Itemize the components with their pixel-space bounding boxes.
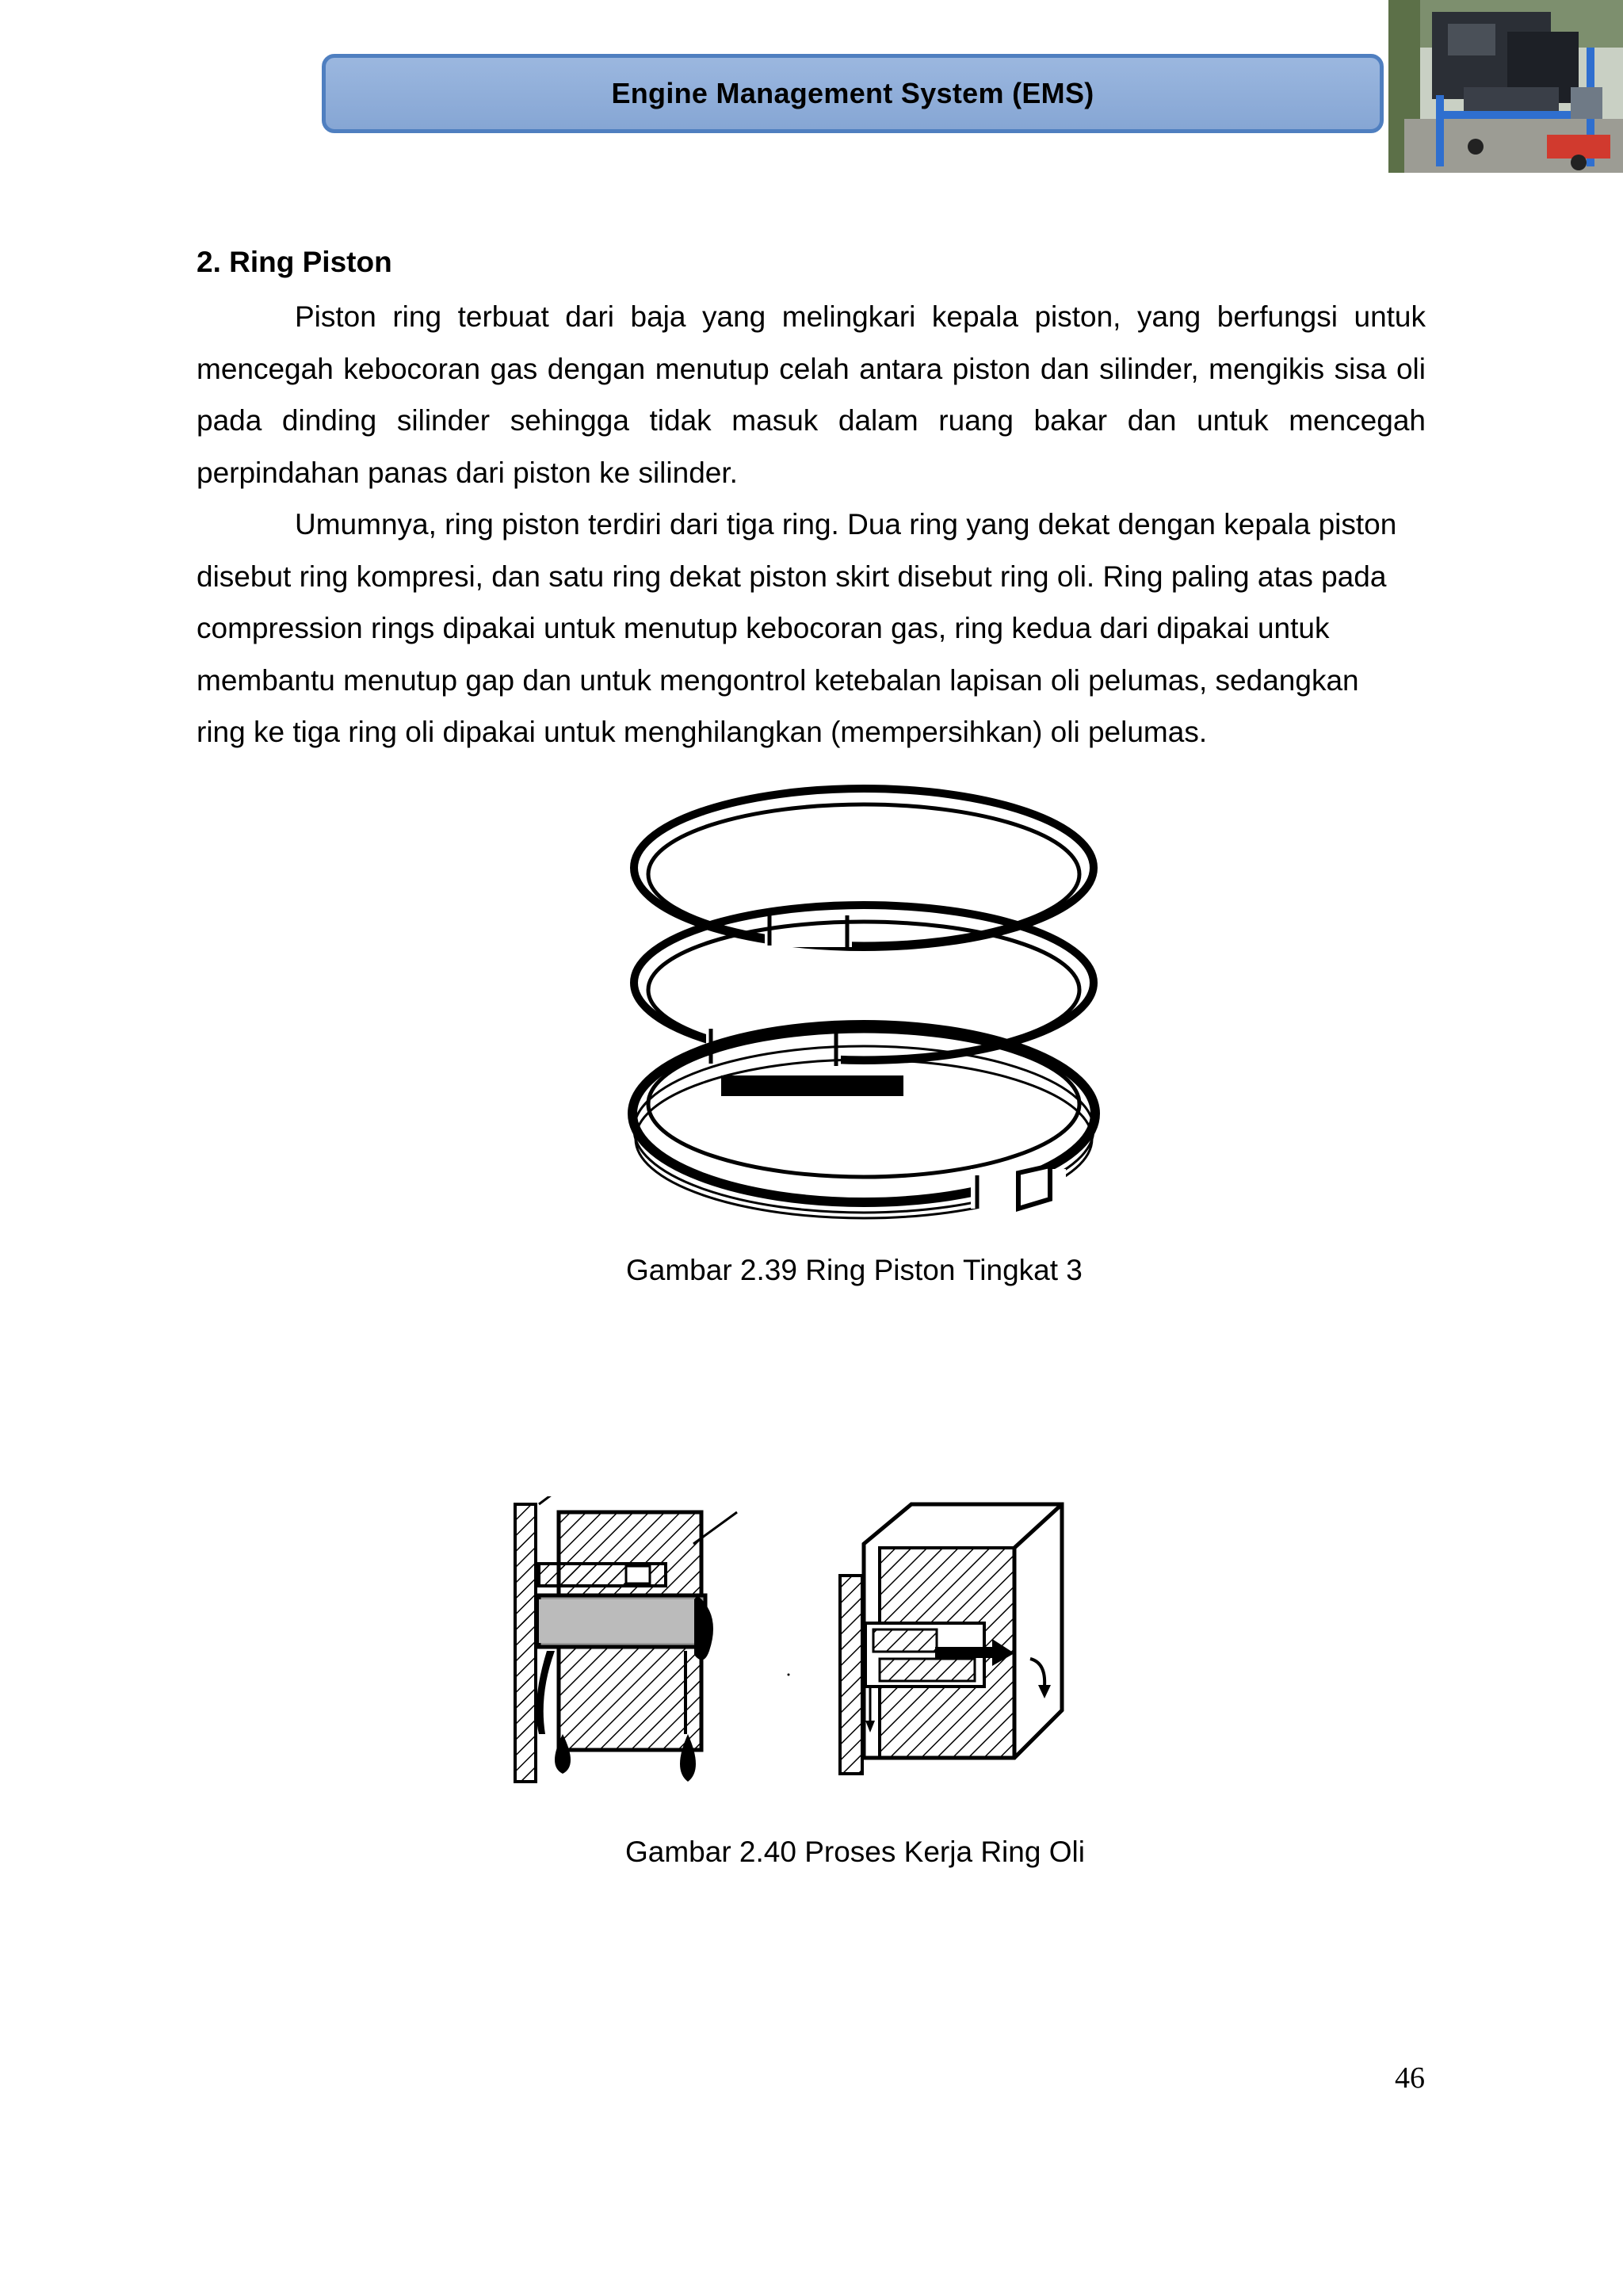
section-heading: 2. Ring Piston (197, 246, 392, 278)
paragraph-1-text: Piston ring terbuat dari baja yang melingkari kepala piston, yang berfungsi untuk mencegah kebocoran gas dengan menutup celah antara piston dan silinder, mengikis sisa oli pada dinding silinder sehingga tidak masuk dalam ruang bakar dan untuk mencegah perpindahan panas dari piston ke silinder. (197, 300, 1426, 489)
paragraph-2-line: ring ke tiga ring oli dipakai untuk menghilangkan (mempersihkan) oli pelumas. (197, 716, 1208, 748)
header-banner (322, 54, 1384, 133)
page-number: 46 (1395, 2061, 1425, 2095)
paragraph-2-line: membantu menutup gap dan untuk mengontrol ketebalan lapisan oli pelumas, sedangkan (197, 663, 1359, 697)
engine-trainer-photo (1388, 0, 1623, 173)
oil-ring-process-illustration (507, 1496, 1078, 1790)
paragraph-2-line: Umumnya, ring piston terdiri dari tiga ring. Dua ring yang dekat dengan kepala piston (295, 508, 1397, 541)
paragraph-2-line: disebut ring kompresi, dan satu ring dekat piston skirt disebut ring oli. Ring paling atas pada (197, 560, 1387, 593)
paragraph-1 (197, 291, 1426, 499)
header-title: Engine Management System (EMS) (611, 77, 1094, 109)
figure-1-caption: Gambar 2.39 Ring Piston Tingkat 3 (626, 1254, 1083, 1286)
paragraph-2-line: compression rings dipakai untuk menutup kebocoran gas, ring kedua dari dipakai untuk (197, 612, 1330, 644)
piston-rings-illustration (622, 781, 1102, 1232)
figure-2-caption: Gambar 2.40 Proses Kerja Ring Oli (625, 1836, 1085, 1868)
paragraph-2 (197, 499, 1426, 758)
